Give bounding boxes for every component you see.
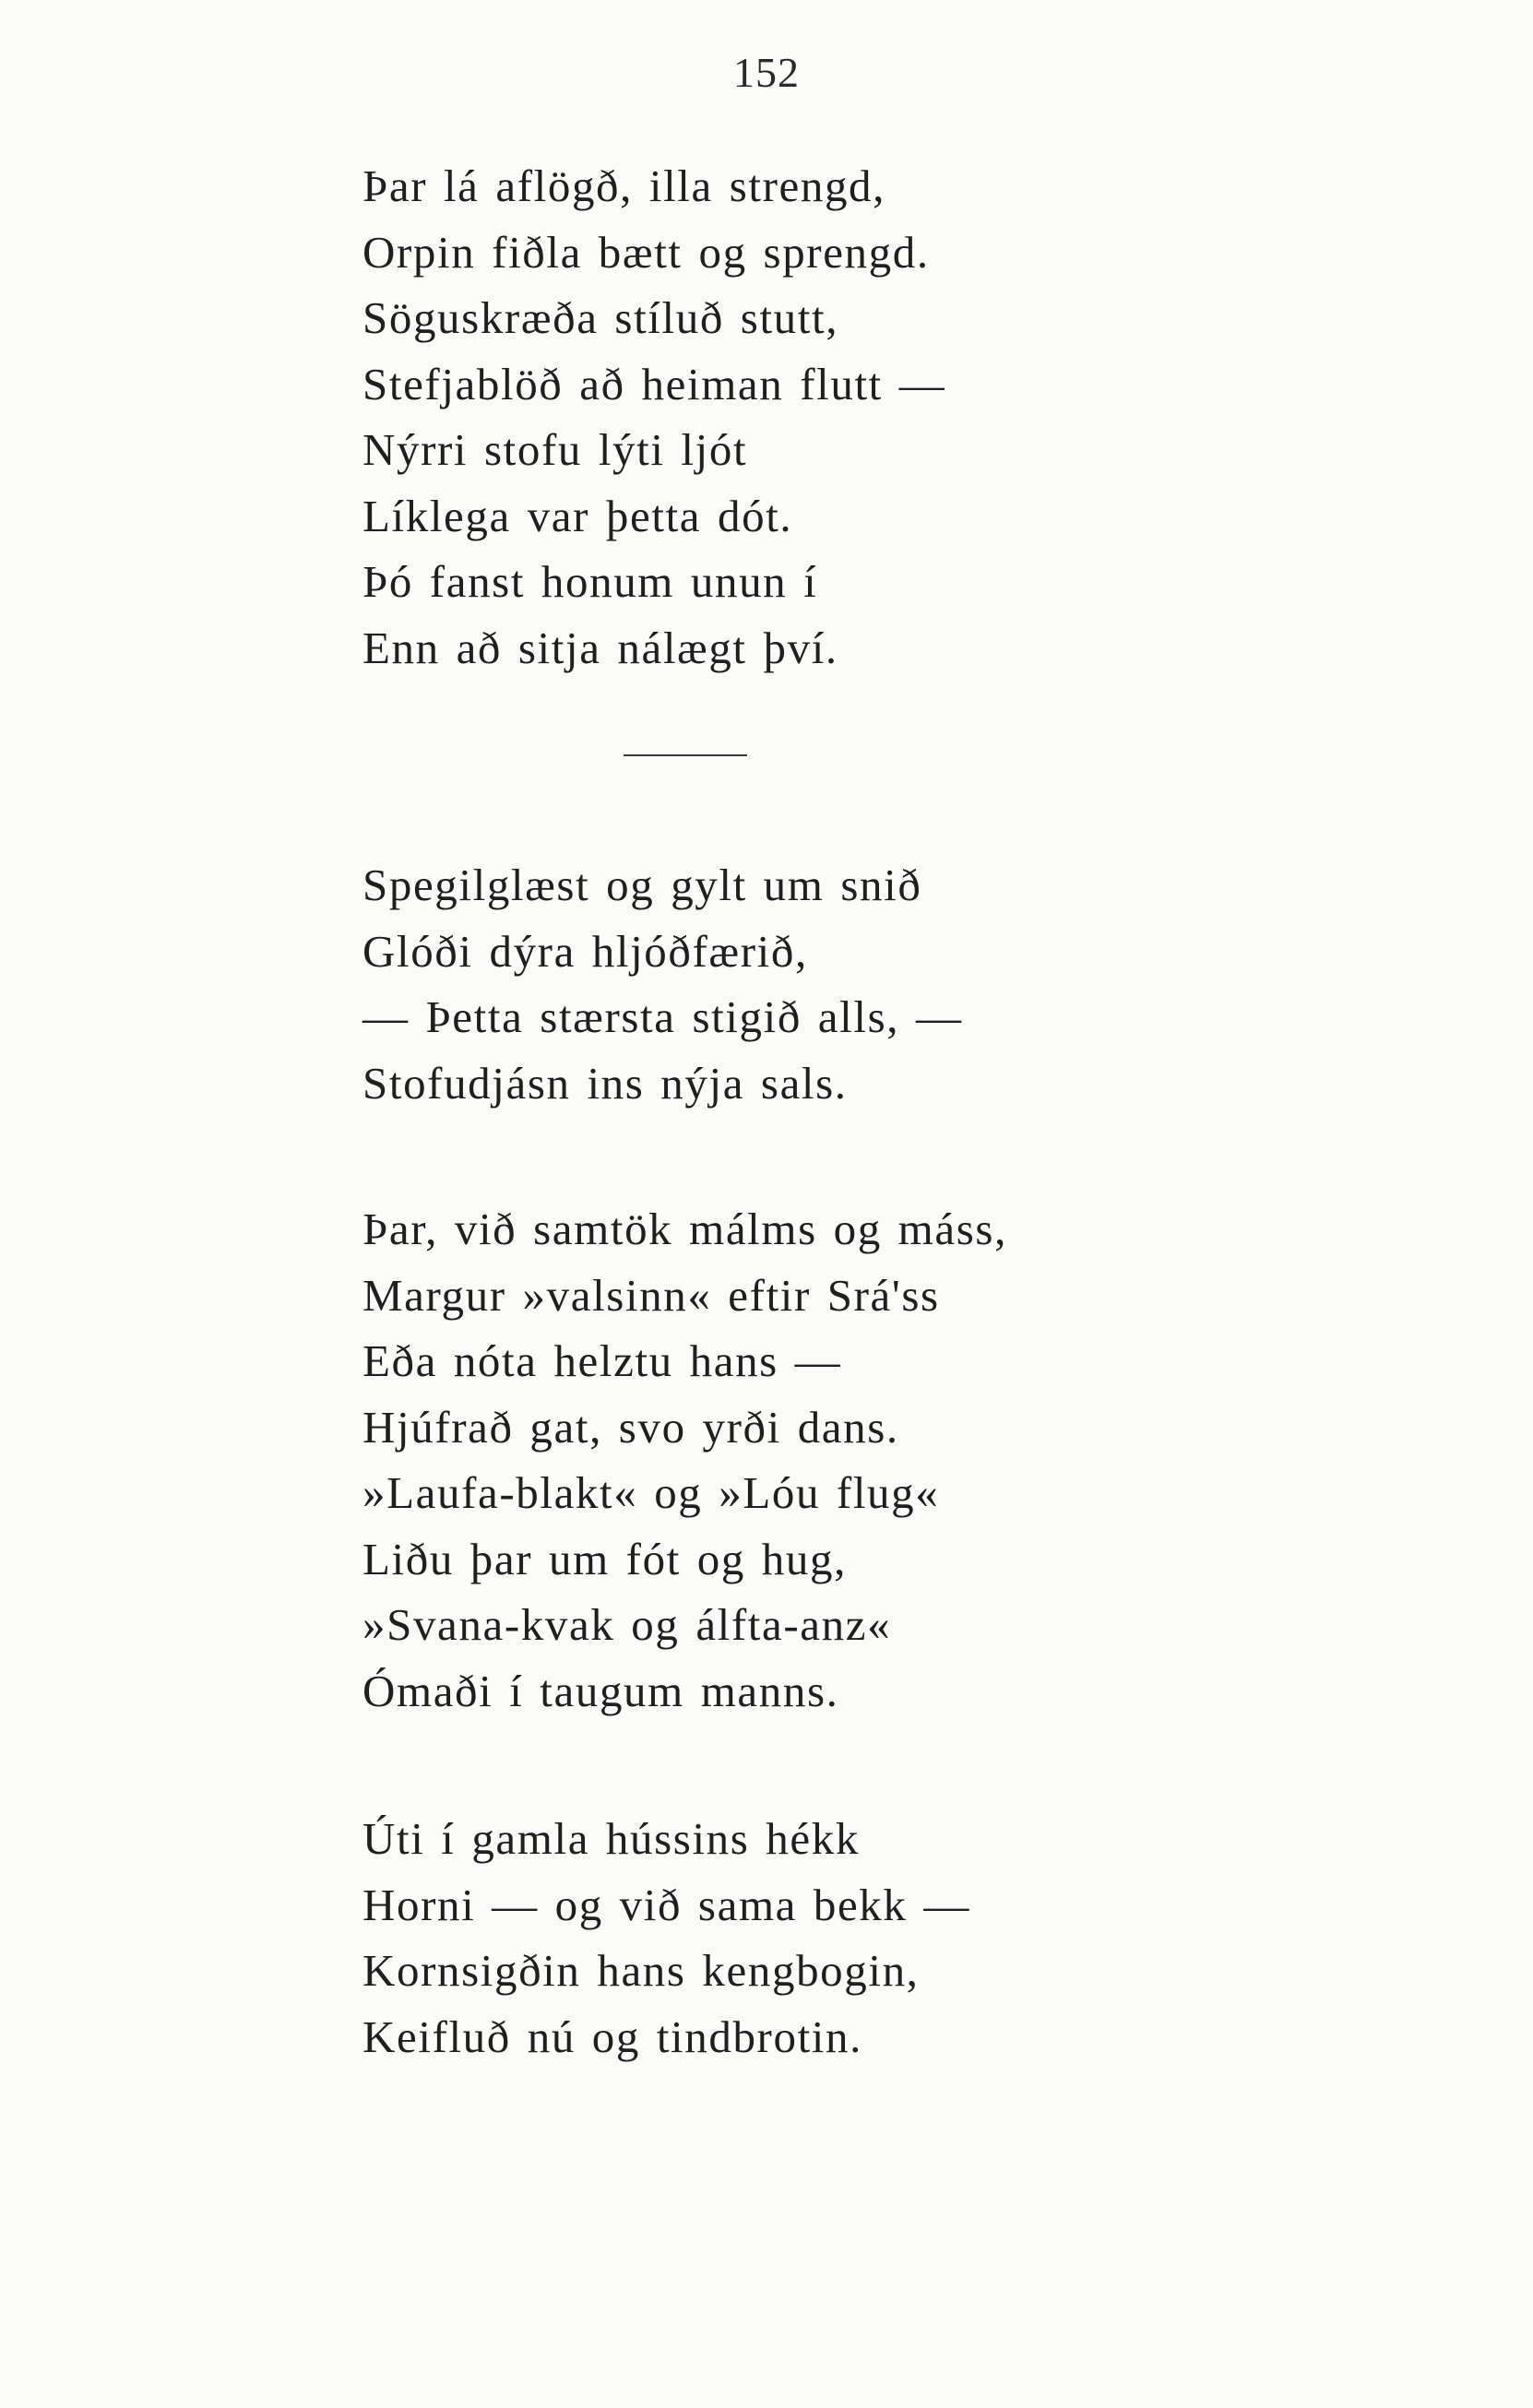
stanza (362, 1806, 970, 2070)
verse-line: Stefjablöð að heiman flutt — (362, 358, 946, 409)
stanza (362, 852, 963, 1116)
verse-line: Líklega var þetta dót. (362, 490, 793, 541)
verse-line: Ómaði í taugum manns. (362, 1665, 839, 1716)
verse-line: Þar, við samtök málms og máss, (362, 1204, 1007, 1254)
verse-line: Horni — og við sama bekk — (362, 1879, 970, 1930)
verse-line: Kornsigðin hans kengbogin, (362, 1945, 920, 1996)
verse-line: Stofudjásn ins nýja sals. (362, 1057, 848, 1109)
section-divider (624, 754, 747, 756)
verse-line: Hjúfrað gat, svo yrði dans. (362, 1401, 899, 1453)
verse-line: Eða nóta helztu hans — (362, 1335, 842, 1386)
verse-line: Keifluð nú og tindbrotin. (362, 2011, 862, 2062)
verse-line: Enn að sitja nálægt því. (362, 622, 838, 673)
verse-line: Liðu þar um fót og hug, (362, 1533, 847, 1584)
verse-line: Söguskræða stíluð stutt, (362, 292, 839, 343)
verse-line: Glóði dýra hljóðfærið, (362, 925, 808, 977)
verse-line: Spegilglæst og gylt um snið (362, 860, 922, 910)
verse-line: »Laufa-blakt« og »Lóu flug« (362, 1467, 940, 1518)
stanza (362, 1196, 1007, 1724)
page-number: 152 (733, 49, 800, 96)
verse-line: Margur »valsinn« eftir Srá'ss (362, 1269, 940, 1321)
verse-line: Orpin fiðla bætt og sprengd. (362, 226, 930, 278)
verse-line: Þó fanst honum unun í (362, 556, 818, 607)
verse-line: Þar lá aflögð, illa strengd, (362, 160, 885, 211)
verse-line: Nýrri stofu lýti ljót (362, 424, 748, 475)
verse-line: »Svana-kvak og álfta-anz« (362, 1599, 892, 1650)
verse-line: — Þetta stærsta stigið alls, — (362, 991, 963, 1042)
verse-line: Úti í gamla hússins hékk (362, 1813, 860, 1864)
stanza (362, 153, 945, 681)
